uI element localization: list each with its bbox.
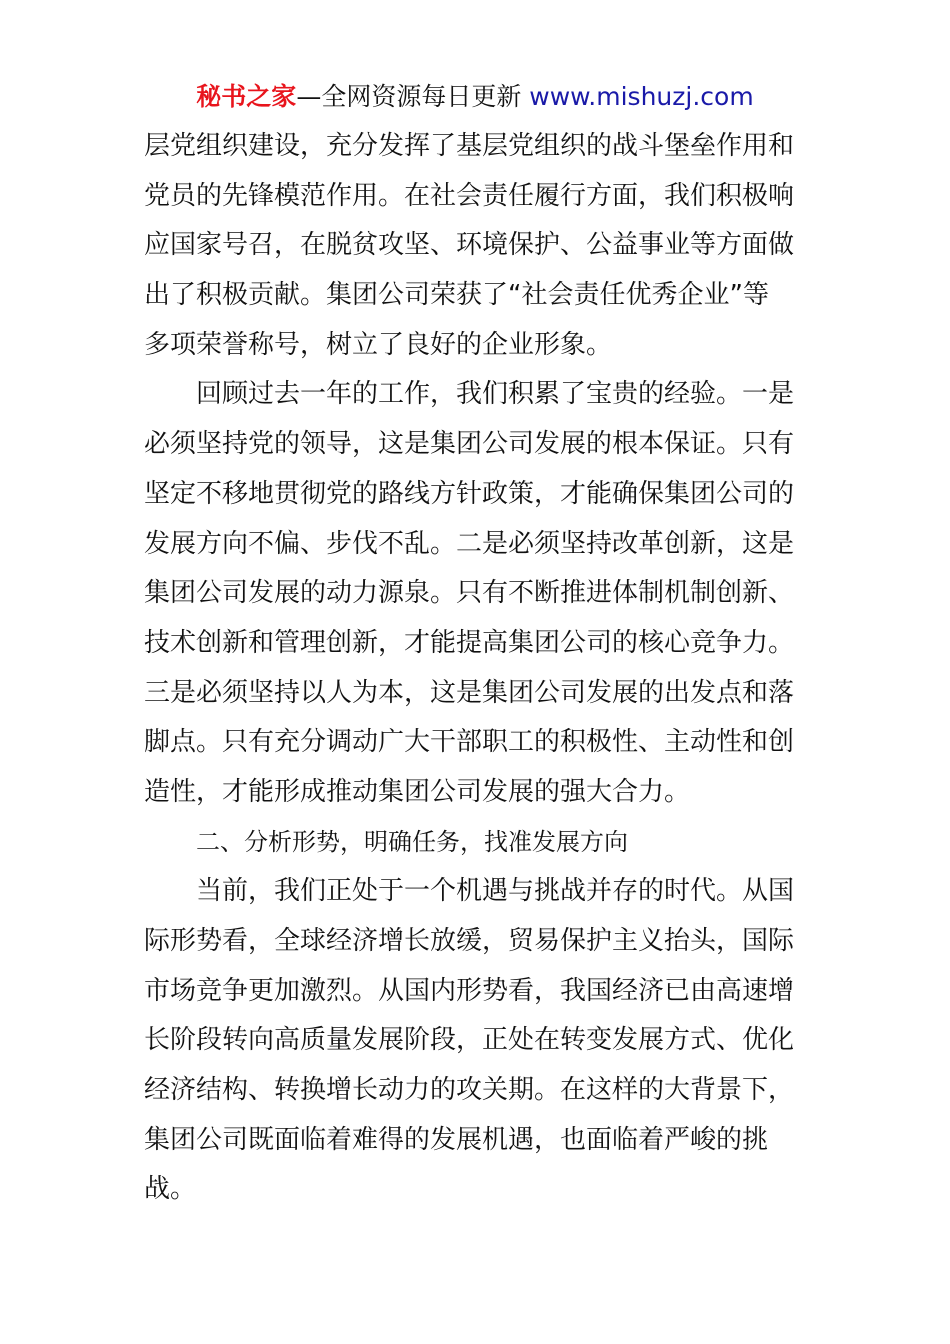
text-line: 层党组织建设，充分发挥了基层党组织的战斗堡垒作用和 bbox=[144, 131, 795, 161]
text-line: 战。 bbox=[144, 1174, 197, 1205]
paragraph-start-line: 当前，我们正处于一个机遇与挑战并存的时代。从国 bbox=[196, 876, 795, 907]
text-line: 集团公司发展的动力源泉。只有不断推进体制机制创新、 bbox=[144, 578, 795, 609]
section-heading: 二、分析形势，明确任务，找准发展方向 bbox=[196, 827, 628, 856]
text-line: 长阶段转向高质量发展阶段，正处在转变发展方式、优化 bbox=[144, 1025, 795, 1056]
text-line: 多项荣誉称号，树立了良好的企业形象。 bbox=[144, 329, 613, 360]
text-line: 集团公司既面临着难得的发展机遇，也面临着严峻的挑 bbox=[144, 1124, 769, 1155]
text-line: 必须坚持党的领导，这是集团公司发展的根本保证。只有 bbox=[144, 429, 795, 460]
text-line: 脚点。只有充分调动广大干部职工的积极性、主动性和创 bbox=[144, 727, 795, 758]
text-line: 技术创新和管理创新，才能提高集团公司的核心竞争力。 bbox=[144, 627, 795, 658]
text-line: 际形势看，全球经济增长放缓，贸易保护主义抬头，国际 bbox=[144, 926, 795, 956]
text-line: 三是必须坚持以人为本，这是集团公司发展的出发点和落 bbox=[144, 677, 795, 708]
site-brand: 秘书之家 bbox=[196, 82, 297, 111]
site-header bbox=[0, 80, 950, 114]
text-line: 市场竞争更加激烈。从国内形势看，我国经济已由高速增 bbox=[144, 975, 795, 1006]
text-line: 经济结构、转换增长动力的攻关期。在这样的大背景下， bbox=[144, 1075, 795, 1106]
text-line: 坚定不移地贯彻党的路线方针政策，才能确保集团公司的 bbox=[144, 478, 795, 509]
paragraph-start-line: 回顾过去一年的工作，我们积累了宝贵的经验。一是 bbox=[196, 379, 795, 410]
document-body bbox=[144, 122, 810, 1215]
text-line: 造性，才能形成推动集团公司发展的强大合力。 bbox=[144, 776, 691, 807]
text-line: 党员的先锋模范作用。在社会责任履行方面，我们积极响 bbox=[144, 180, 795, 211]
site-url[interactable]: www.mishuzj.com bbox=[529, 82, 754, 111]
text-line: 发展方向不偏、步伐不乱。二是必须坚持改革创新，这是 bbox=[144, 528, 795, 559]
site-tagline: —全网资源每日更新 bbox=[296, 82, 530, 111]
text-line: 应国家号召，在脱贫攻坚、环境保护、公益事业等方面做 bbox=[144, 230, 795, 261]
text-line: 出了积极贡献。集团公司荣获了“社会责任优秀企业”等 bbox=[144, 280, 769, 311]
